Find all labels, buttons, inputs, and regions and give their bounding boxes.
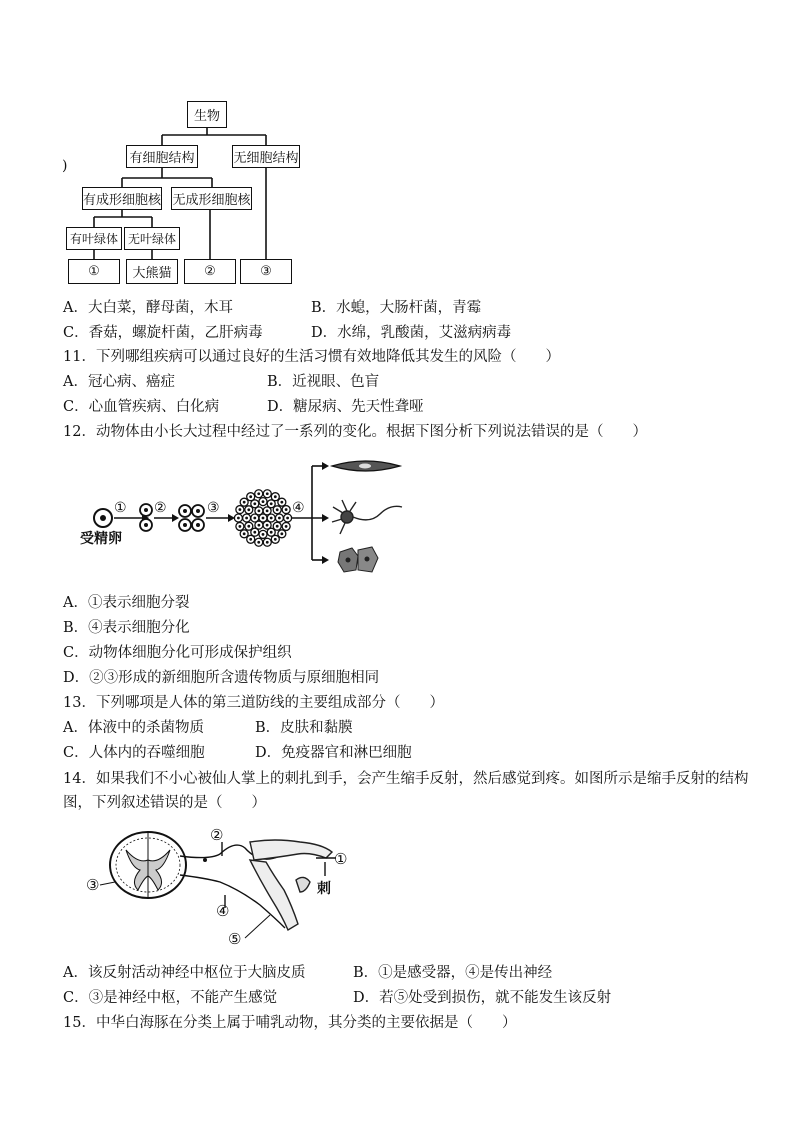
- reflex-label-5: ⑤: [228, 930, 242, 948]
- tree-node-root: 生物: [187, 101, 227, 128]
- tree-node-with-chloroplast: 有叶绿体: [66, 227, 122, 250]
- q11-option-a[interactable]: A．冠心病、癌症: [63, 374, 175, 390]
- tree-leaf-panda: 大熊猫: [126, 259, 178, 284]
- q12-option-c[interactable]: C．动物体细胞分化可形成保护组织: [63, 645, 292, 661]
- q14-option-a[interactable]: A．该反射活动神经中枢位于大脑皮质: [63, 965, 306, 981]
- q14-option-b[interactable]: B．①是感受器，④是传出神经: [353, 965, 553, 981]
- q15-stem: 15．中华白海豚在分类上属于哺乳动物，其分类的主要依据是（ ）: [63, 1015, 517, 1031]
- reflex-label-1: ①: [334, 850, 348, 868]
- q14-stem-line2: 图，下列叙述错误的是（ ）: [63, 795, 266, 811]
- q12-option-a[interactable]: A．①表示细胞分裂: [63, 595, 190, 611]
- q10-option-a[interactable]: A．大白菜，酵母菌，木耳: [63, 300, 233, 316]
- q13-option-b[interactable]: B．皮肤和黏膜: [255, 720, 353, 736]
- q14-stem-line1: 14．如果我们不小心被仙人掌上的刺扎到手，会产生缩手反射，然后感觉到疼。如图所示是缩手反射的结构: [63, 771, 749, 787]
- neuron-icon: [332, 500, 402, 534]
- epithelial-cells-icon: [338, 547, 378, 572]
- tree-leaf-1: ①: [68, 259, 120, 284]
- q13-stem: 13．下列哪项是人体的第三道防线的主要组成部分（ ）: [63, 695, 444, 711]
- q13-option-c[interactable]: C．人体内的吞噬细胞: [63, 745, 205, 761]
- q11-stem: 11．下列哪组疾病可以通过良好的生活习惯有效地降低其发生的风险（ ）: [63, 349, 560, 365]
- stray-parenthesis: ): [62, 158, 68, 174]
- step4-label: ④: [292, 500, 305, 516]
- step1-label: ①: [114, 500, 127, 516]
- four-cell-stage-icon: [179, 505, 204, 531]
- reflex-label-2: ②: [210, 826, 224, 844]
- reflex-label-3: ③: [86, 876, 100, 894]
- step3-label: ③: [207, 500, 220, 516]
- tree-leaf-3: ③: [240, 259, 292, 284]
- cell-development-figure: [60, 452, 420, 587]
- q10-option-b[interactable]: B．水螅，大肠杆菌，青霉: [311, 300, 482, 316]
- tree-node-non-nucleated: 无成形细胞核: [171, 187, 252, 210]
- tree-node-acellular: 无细胞结构: [232, 145, 300, 168]
- q10-option-d[interactable]: D．水绵，乳酸菌，艾滋病病毒: [311, 325, 512, 341]
- step2-label: ②: [154, 500, 167, 516]
- zygote-label: 受精卵: [80, 531, 122, 547]
- zygote-cell-icon: [94, 509, 112, 527]
- classification-tree-connectors: [0, 0, 794, 300]
- spinal-cord-icon: [110, 832, 186, 898]
- thorn-label: 刺: [317, 881, 331, 897]
- cell-cluster-icon: [234, 490, 291, 546]
- q11-option-c[interactable]: C．心血管疾病、白化病: [63, 399, 220, 415]
- q12-stem: 12．动物体由小长大过程中经过了一系列的变化。根据下图分析下列说法错误的是（ ）: [63, 424, 647, 440]
- q13-option-a[interactable]: A．体液中的杀菌物质: [63, 720, 204, 736]
- q12-option-d[interactable]: D．②③形成的新细胞所含遗传物质与原细胞相同: [63, 670, 380, 686]
- q13-option-d[interactable]: D．免疫器官和淋巴细胞: [255, 745, 412, 761]
- q11-option-b[interactable]: B．近视眼、色盲: [267, 374, 380, 390]
- q11-option-d[interactable]: D．糖尿病、先天性聋哑: [267, 399, 424, 415]
- tree-leaf-2: ②: [184, 259, 236, 284]
- q12-option-b[interactable]: B．④表示细胞分化: [63, 620, 190, 636]
- q14-option-d[interactable]: D．若⑤处受到损伤，就不能发生该反射: [353, 990, 612, 1006]
- muscle-cell-icon: [332, 461, 400, 471]
- q10-option-c[interactable]: C．香菇，螺旋杆菌，乙肝病毒: [63, 325, 263, 341]
- tree-node-cellular: 有细胞结构: [126, 145, 198, 168]
- reflex-label-4: ④: [216, 902, 230, 920]
- tree-node-nucleated: 有成形细胞核: [82, 187, 162, 210]
- q14-option-c[interactable]: C．③是神经中枢，不能产生感觉: [63, 990, 278, 1006]
- tree-node-without-chloroplast: 无叶绿体: [124, 227, 180, 250]
